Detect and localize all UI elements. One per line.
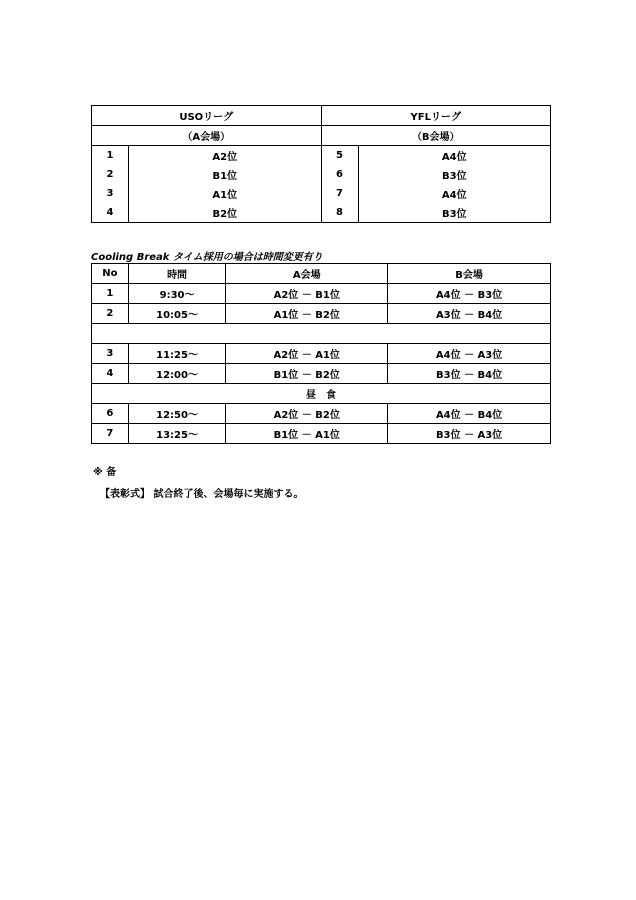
- break-row: [92, 324, 551, 344]
- league-right-venue: （B会場）: [321, 126, 551, 146]
- league-team: A4位: [358, 146, 551, 166]
- league-table: [91, 105, 551, 223]
- match-time: 12:00～: [128, 364, 225, 384]
- match-time: 11:25～: [128, 344, 225, 364]
- match-no: 7: [92, 424, 129, 444]
- league-num: 8: [321, 203, 358, 223]
- match-venue-b: A4位 － B3位: [388, 284, 551, 304]
- match-venue-a: A1位 － B2位: [226, 304, 388, 324]
- league-team: B3位: [358, 203, 551, 223]
- league-num: 2: [92, 165, 129, 184]
- league-left-name: USOリーグ: [92, 106, 322, 126]
- match-no: 2: [92, 304, 129, 324]
- table-row: [92, 304, 551, 324]
- match-venue-a: B1位 － B2位: [226, 364, 388, 384]
- header-no: No: [92, 264, 129, 284]
- header-venue-b: B会場: [388, 264, 551, 284]
- schedule-table: [91, 263, 551, 444]
- match-time: 13:25～: [128, 424, 225, 444]
- match-venue-b: A3位 － B4位: [388, 304, 551, 324]
- match-venue-a: A2位 － A1位: [226, 344, 388, 364]
- match-venue-a: A2位 － B1位: [226, 284, 388, 304]
- header-venue-a: A会場: [226, 264, 388, 284]
- league-team: B2位: [129, 203, 322, 223]
- league-num: 7: [321, 184, 358, 203]
- cooling-break-note: Cooling Break タイム採用の場合は時間変更有り: [91, 252, 323, 263]
- award-ceremony-text: 【表彰式】 試合終了後、会場毎に実施する。: [100, 489, 304, 500]
- break-cell: [92, 324, 551, 344]
- match-time: 12:50～: [128, 404, 225, 424]
- match-venue-b: B3位 － A3位: [388, 424, 551, 444]
- table-row: [92, 404, 551, 424]
- lunch-cell: 昼 食: [92, 384, 551, 404]
- league-team: A1位: [129, 184, 322, 203]
- match-no: 3: [92, 344, 129, 364]
- match-no: 4: [92, 364, 129, 384]
- lunch-row: [92, 384, 551, 404]
- match-venue-b: A4位 － B4位: [388, 404, 551, 424]
- match-time: 10:05～: [128, 304, 225, 324]
- match-no: 6: [92, 404, 129, 424]
- league-right-name: YFLリーグ: [321, 106, 551, 126]
- league-team: A4位: [358, 184, 551, 203]
- match-no: 1: [92, 284, 129, 304]
- remark-heading: ※ 备: [93, 467, 117, 478]
- league-num: 6: [321, 165, 358, 184]
- league-num: 5: [321, 146, 358, 166]
- schedule-header-row: [92, 264, 551, 284]
- match-time: 9:30～: [128, 284, 225, 304]
- league-team: B3位: [358, 165, 551, 184]
- league-num: 4: [92, 203, 129, 223]
- league-num: 3: [92, 184, 129, 203]
- league-num: 1: [92, 146, 129, 166]
- league-row: [92, 184, 551, 203]
- table-row: [92, 344, 551, 364]
- league-row: [92, 203, 551, 223]
- league-left-venue: （A会場）: [92, 126, 322, 146]
- match-venue-a: A2位 － B2位: [226, 404, 388, 424]
- league-team: B1位: [129, 165, 322, 184]
- match-venue-b: A4位 － A3位: [388, 344, 551, 364]
- match-venue-a: B1位 － A1位: [226, 424, 388, 444]
- header-time: 時間: [128, 264, 225, 284]
- table-row: [92, 364, 551, 384]
- league-row: [92, 146, 551, 166]
- league-row: [92, 165, 551, 184]
- table-row: [92, 284, 551, 304]
- table-row: [92, 424, 551, 444]
- league-team: A2位: [129, 146, 322, 166]
- match-venue-b: B3位 － B4位: [388, 364, 551, 384]
